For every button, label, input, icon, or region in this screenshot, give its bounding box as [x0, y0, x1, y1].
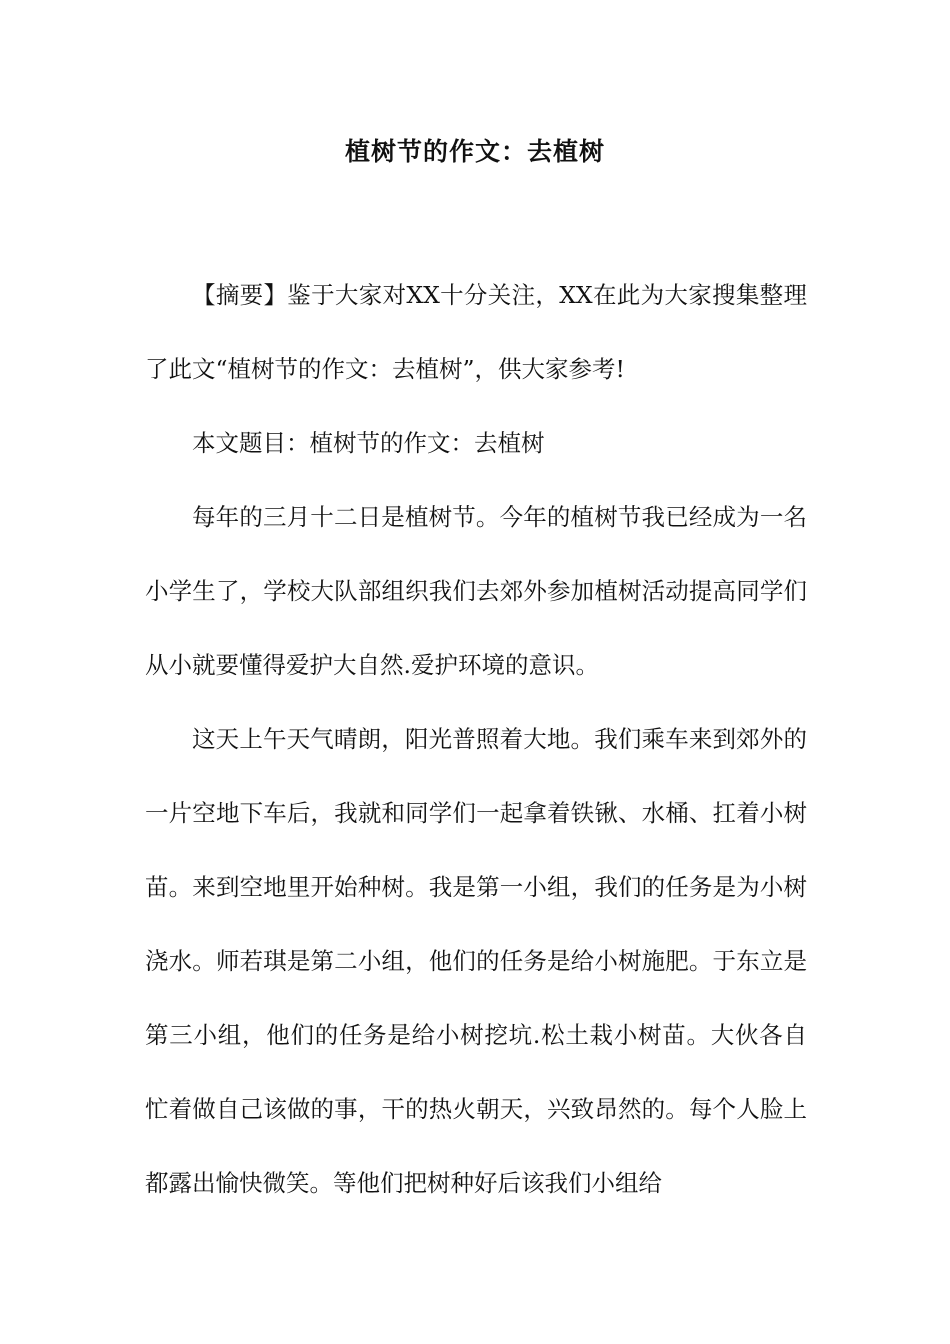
document-title: 植树节的作文：去植树 — [344, 137, 605, 166]
paragraph-summary: 【摘要】鉴于大家对XX十分关注，XX在此为大家搜集整理了此文“植树节的作文：去植树”，供大家参考! — [145, 281, 807, 383]
paragraph-intro: 每年的三月十二日是植树节。今年的植树节我已经成为一名小学生了，学校大队部组织我们去郊外参加植树活动提高同学们从小就要懂得爱护大自然.爱护环境的意识。 — [145, 503, 807, 679]
paragraph-planting: 这天上午天气晴朗，阳光普照着大地。我们乘车来到郊外的一片空地下车后，我就和同学们一起拿着铁锹、水桶、扛着小树苗。来到空地里开始种树。我是第一小组，我们的任务是为小树浇水。师若琪是第二小组，他们的任务是给小树施肥。于东立是第三小组，他们的任务是给小树挖坑.松土栽小树苗。大伙各自忙着做自己该做的事，干的热火朝天，兴致昂然的。每个人脸上都露出愉快微笑。等他们把树种好后该我们小组给 — [145, 725, 807, 1197]
document-body — [145, 258, 807, 1220]
paragraph-topic: 本文题目：植树节的作文：去植树 — [192, 429, 545, 457]
